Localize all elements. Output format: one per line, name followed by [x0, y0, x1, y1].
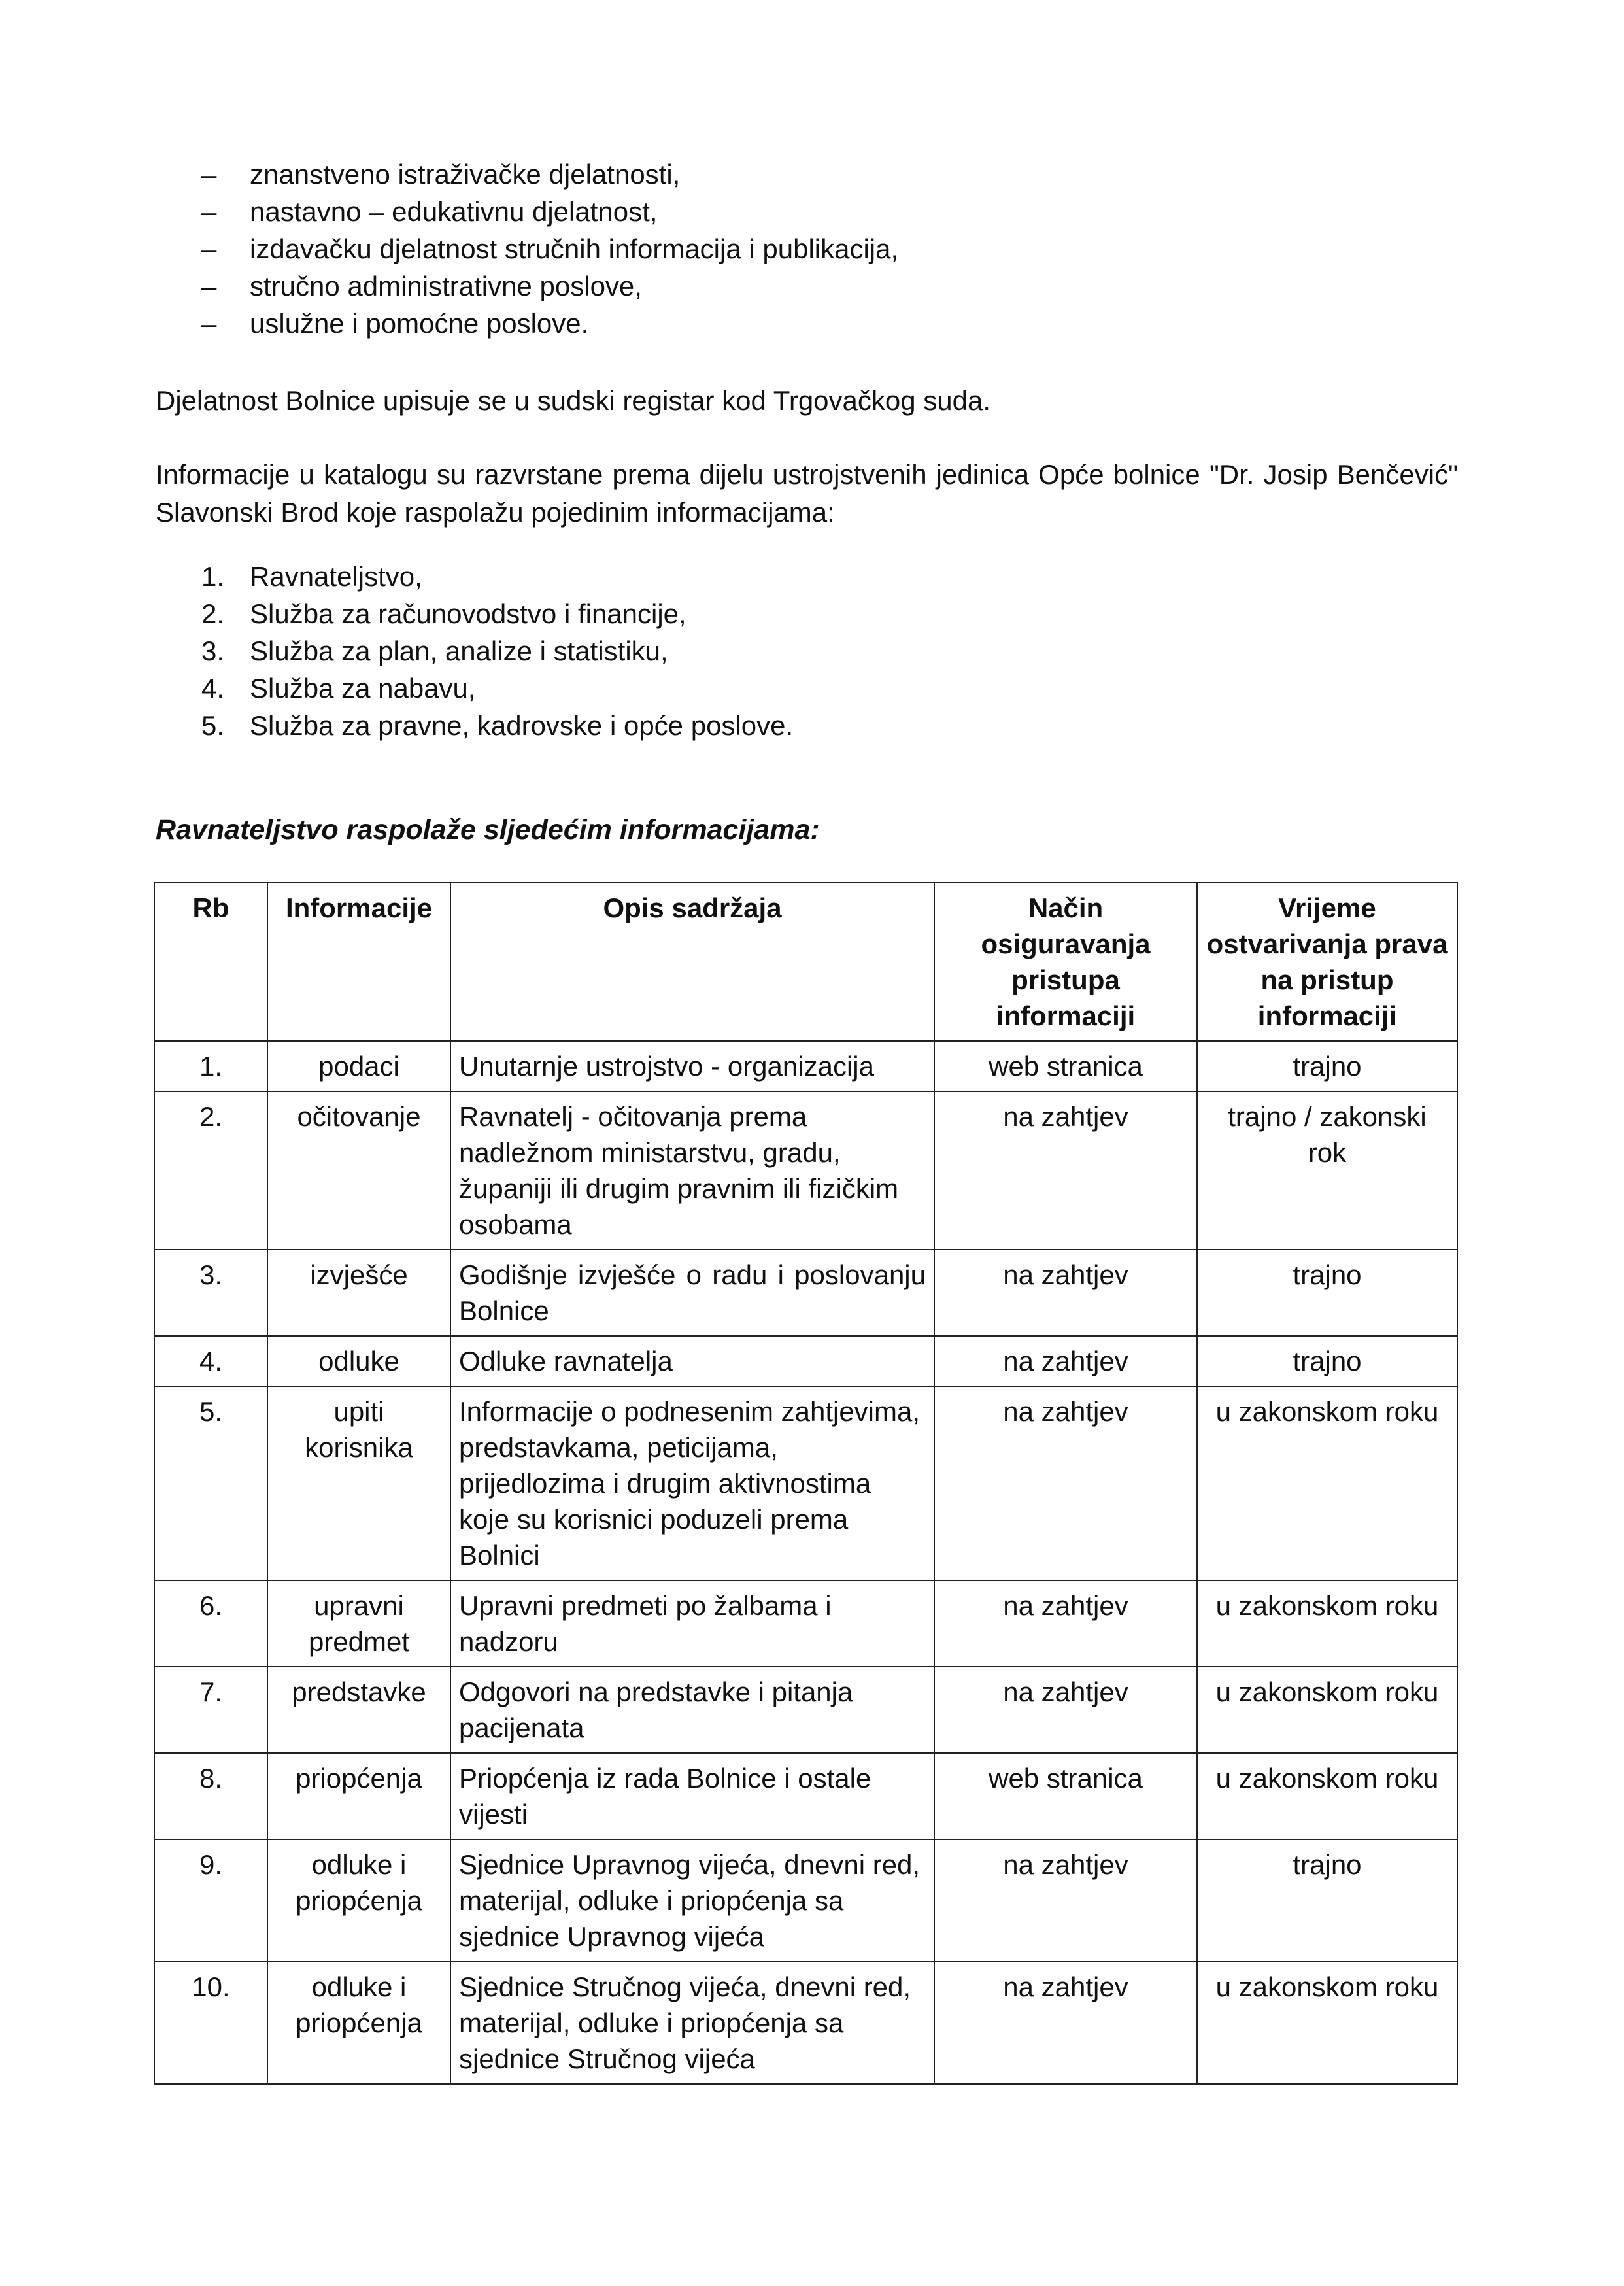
table-row [154, 1839, 1457, 1962]
bullet-dash: – [201, 308, 217, 339]
cell-opis: Godišnje izvješće o radu i poslovanju Bolnice [450, 1250, 934, 1336]
cell-nacin: na zahtjev [934, 1962, 1197, 2084]
activity-text: nastavno – edukativnu djelatnost, [250, 196, 658, 227]
cell-opis: Ravnatelj - očitovanja prema nadležnom ministarstvu, gradu, županiji ili drugim pravnim ili fizičkim osobama [450, 1091, 934, 1250]
cell-opis: Sjednice Upravnog vijeća, dnevni red, materijal, odluke i priopćenja sa sjednice Upravnog vijeća [450, 1839, 934, 1962]
cell-opis: Sjednice Stručnog vijeća, dnevni red, materijal, odluke i priopćenja sa sjednice Stručnog vijeća [450, 1962, 934, 2084]
unit-label: Služba za pravne, kadrovske i opće poslove. [250, 710, 794, 741]
cell-informacije: izvješće [267, 1250, 450, 1336]
activity-item [156, 156, 898, 193]
cell-vrijeme: u zakonskom roku [1197, 1962, 1457, 2084]
header-opis-sadrzaja: Opis sadržaja [450, 883, 934, 1041]
cell-opis: Odgovori na predstavke i pitanja pacijenata [450, 1667, 934, 1753]
unit-label: Služba za nabavu, [250, 673, 476, 704]
header-nacin-pristupa: Način osiguravanja pristupa informaciji [934, 883, 1197, 1041]
unit-label: Ravnateljstvo, [250, 561, 422, 592]
bullet-dash: – [201, 159, 217, 190]
table-row [154, 1753, 1457, 1839]
cell-rb: 6. [154, 1580, 267, 1667]
activity-item [156, 267, 898, 305]
cell-vrijeme: u zakonskom roku [1197, 1667, 1457, 1753]
cell-opis: Unutarnje ustrojstvo - organizacija [450, 1041, 934, 1091]
header-vrijeme-pristupa: Vrijeme ostvarivanja prava na pristup informaciji [1197, 883, 1457, 1041]
cell-rb: 5. [154, 1386, 267, 1580]
cell-informacije: očitovanje [267, 1091, 450, 1250]
unit-number: 4. [201, 673, 225, 704]
cell-nacin: web stranica [934, 1041, 1197, 1091]
units-list [156, 558, 793, 744]
table-row [154, 1580, 1457, 1667]
cell-informacije: upravni predmet [267, 1580, 450, 1667]
bullet-dash: – [201, 233, 217, 264]
table-row [154, 1250, 1457, 1336]
unit-item [156, 670, 793, 707]
bullet-dash: – [201, 196, 217, 227]
activity-text: uslužne i pomoćne poslove. [250, 308, 589, 339]
table-row [154, 1041, 1457, 1091]
cell-vrijeme: trajno [1197, 1041, 1457, 1091]
cell-vrijeme: trajno [1197, 1839, 1457, 1962]
cell-nacin: na zahtjev [934, 1839, 1197, 1962]
cell-nacin: na zahtjev [934, 1667, 1197, 1753]
cell-vrijeme: trajno / zakonski rok [1197, 1091, 1457, 1250]
cell-informacije: predstavke [267, 1667, 450, 1753]
cell-informacije: upiti korisnika [267, 1386, 450, 1580]
unit-item [156, 558, 793, 595]
table-header-row [154, 883, 1457, 1041]
cell-vrijeme: trajno [1197, 1336, 1457, 1386]
cell-opis: Priopćenja iz rada Bolnice i ostale vijesti [450, 1753, 934, 1839]
activity-item [156, 230, 898, 267]
cell-informacije: podaci [267, 1041, 450, 1091]
unit-label: Služba za plan, analize i statistiku, [250, 636, 668, 666]
cell-rb: 1. [154, 1041, 267, 1091]
cell-vrijeme: u zakonskom roku [1197, 1580, 1457, 1667]
table-row [154, 1962, 1457, 2084]
cell-rb: 4. [154, 1336, 267, 1386]
table-row [154, 1386, 1457, 1580]
activity-item [156, 305, 898, 342]
cell-nacin: na zahtjev [934, 1250, 1197, 1336]
unit-label: Služba za računovodstvo i financije, [250, 598, 686, 629]
cell-vrijeme: u zakonskom roku [1197, 1753, 1457, 1839]
cell-nacin: na zahtjev [934, 1091, 1197, 1250]
registry-paragraph: Djelatnost Bolnice upisuje se u sudski registar kod Trgovačkog suda. [156, 385, 991, 416]
header-informacije: Informacije [267, 883, 450, 1041]
cell-rb: 9. [154, 1839, 267, 1962]
unit-number: 3. [201, 636, 225, 666]
bullet-dash: – [201, 271, 217, 301]
cell-rb: 7. [154, 1667, 267, 1753]
cell-rb: 10. [154, 1962, 267, 2084]
cell-informacije: odluke i priopćenja [267, 1839, 450, 1962]
unit-number: 1. [201, 561, 225, 592]
cell-informacije: odluke i priopćenja [267, 1962, 450, 2084]
cell-informacije: odluke [267, 1336, 450, 1386]
cell-rb: 3. [154, 1250, 267, 1336]
cell-opis: Upravni predmeti po žalbama i nadzoru [450, 1580, 934, 1667]
cell-opis: Odluke ravnatelja [450, 1336, 934, 1386]
cell-nacin: na zahtjev [934, 1386, 1197, 1580]
cell-vrijeme: trajno [1197, 1250, 1457, 1336]
table-row [154, 1336, 1457, 1386]
cell-nacin: na zahtjev [934, 1580, 1197, 1667]
unit-number: 2. [201, 598, 225, 629]
table-row [154, 1667, 1457, 1753]
cell-informacije: priopćenja [267, 1753, 450, 1839]
activity-item [156, 193, 898, 230]
section-heading: Ravnateljstvo raspolaže sljedećim informacijama: [156, 814, 820, 845]
information-catalog-table [154, 882, 1458, 2085]
header-rb: Rb [154, 883, 267, 1041]
cell-nacin: web stranica [934, 1753, 1197, 1839]
activity-text: stručno administrativne poslove, [250, 271, 642, 301]
cell-rb: 2. [154, 1091, 267, 1250]
cell-rb: 8. [154, 1753, 267, 1839]
unit-item [156, 707, 793, 744]
unit-item [156, 595, 793, 632]
cell-opis: Informacije o podnesenim zahtjevima, predstavkama, peticijama, prijedlozima i drugim aktivnostima koje su korisnici poduzeli prema Bolnici [450, 1386, 934, 1580]
activity-text: znanstveno istraživačke djelatnosti, [250, 159, 681, 190]
cell-vrijeme: u zakonskom roku [1197, 1386, 1457, 1580]
activities-list [156, 156, 898, 342]
activity-text: izdavačku djelatnost stručnih informacija i publikacija, [250, 233, 899, 264]
unit-item [156, 632, 793, 670]
table-row [154, 1091, 1457, 1250]
unit-number: 5. [201, 710, 225, 741]
catalog-paragraph: Informacije u katalogu su razvrstane prema dijelu ustrojstvenih jedinica Opće bolnice "Dr. Josip Benčević" Slavonski Brod koje raspolažu pojedinim informacijama: [156, 459, 1458, 528]
cell-nacin: na zahtjev [934, 1336, 1197, 1386]
